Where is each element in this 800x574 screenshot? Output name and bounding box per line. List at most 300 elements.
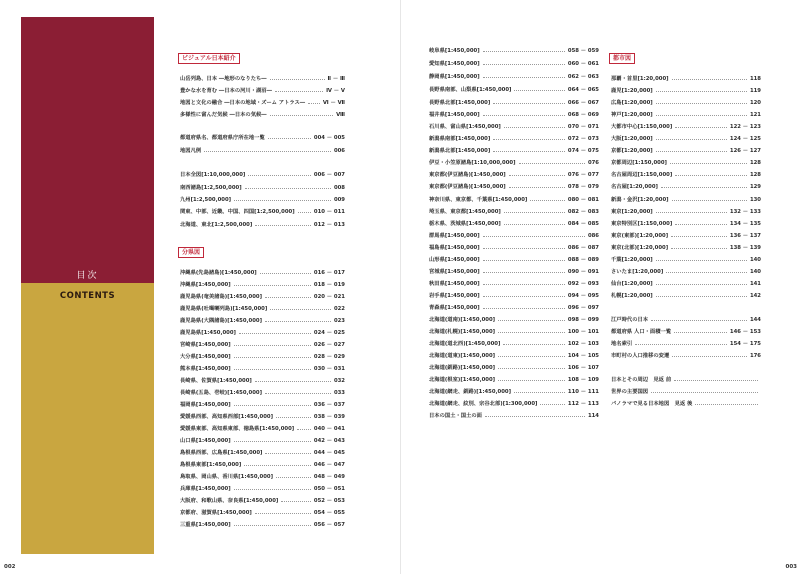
toc-entry-leader	[651, 392, 758, 393]
toc-entry-leader	[498, 380, 565, 381]
toc-entry-leader	[276, 417, 311, 418]
toc-entry-leader	[672, 200, 747, 201]
right-page	[400, 0, 800, 574]
toc-entry-page: 134 － 135	[729, 221, 761, 227]
toc-entry-page: 129	[749, 184, 761, 190]
toc-entry	[429, 280, 599, 288]
toc-entry-leader	[265, 453, 310, 454]
toc-entry-leader	[493, 103, 565, 104]
toc-entry-page: 076 － 077	[567, 172, 599, 178]
toc-entry-title: 長野県北部[1:450,000]	[429, 100, 491, 106]
toc-entry-leader	[656, 284, 747, 285]
toc-entry-page: 030 － 031	[313, 366, 345, 372]
toc-entry-title: 北海道(札幌)[1:450,000]	[429, 329, 496, 335]
toc-entry-page: 076	[587, 160, 599, 166]
toc-entry	[611, 111, 761, 119]
toc-entry-title: 北海道(道北西)[1:450,000]	[429, 341, 501, 347]
toc-entry-title: 北海道(道東)[1:450,000]	[429, 353, 496, 359]
toc-entry-title: パノラマで見る日本地図 見返 後	[611, 401, 693, 407]
toc-entry-title: 神奈川県、東京都、千葉県[1:450,000]	[429, 197, 528, 203]
toc-entry	[429, 244, 599, 252]
toc-entry-leader	[483, 248, 565, 249]
toc-entry	[611, 99, 761, 107]
toc-entry-page: 096 － 097	[567, 305, 599, 311]
toc-entry-title: 東京都(伊豆諸島)[1:450,000]	[429, 172, 506, 178]
toc-entry-title: 大都市中心[1:150,000]	[611, 124, 673, 130]
toc-entry-title: 栃木県、茨城県[1:450,000]	[429, 221, 501, 227]
toc-entry-leader	[695, 404, 758, 405]
toc-entry-leader	[483, 296, 565, 297]
toc-entry-page: 020 － 021	[313, 294, 345, 300]
toc-entry-leader	[268, 138, 311, 139]
toc-entry-title: 大阪[1:20,000]	[611, 136, 653, 142]
toc-entry-page: 048 － 049	[313, 474, 345, 480]
toc-entry-leader	[656, 212, 727, 213]
toc-entry-leader	[234, 200, 331, 201]
toc-entry	[611, 352, 761, 360]
toc-entry-leader	[276, 477, 311, 478]
toc-entry	[611, 75, 761, 83]
toc-entry-page: 098 － 099	[567, 317, 599, 323]
toc-entry-leader	[483, 64, 565, 65]
toc-entry-leader	[234, 489, 311, 490]
toc-entry-leader	[674, 332, 727, 333]
toc-entry-leader	[514, 392, 565, 393]
toc-entry	[429, 388, 599, 396]
toc-entry-title: さいたま[1:20,000]	[611, 269, 664, 275]
toc-entry-leader	[656, 139, 727, 140]
toc-entry-leader	[234, 525, 311, 526]
toc-entry-title: 福島県[1:450,000]	[429, 245, 480, 251]
toc-entry-title: 三重県[1:450,000]	[180, 522, 231, 528]
toc-entry	[429, 292, 599, 300]
toc-entry-page: 142	[749, 293, 761, 299]
toc-entry-title: 東京都(伊豆諸島)[1:450,000]	[429, 184, 506, 190]
toc-entry-title: 大分県[1:450,000]	[180, 354, 231, 360]
toc-entry	[180, 353, 345, 361]
toc-entry-leader	[255, 225, 311, 226]
toc-entry-page: 146 － 153	[729, 329, 761, 335]
toc-entry	[429, 340, 599, 348]
toc-entry	[180, 341, 345, 349]
toc-entry	[611, 183, 761, 191]
toc-entry-page: 008	[333, 185, 345, 191]
toc-entry-title: 神戸[1:20,000]	[611, 112, 653, 118]
toc-entry	[180, 497, 345, 505]
toc-entry	[429, 220, 599, 228]
toc-entry-title: 鹿児島県(奄美諸島)[1:450,000]	[180, 294, 262, 300]
toc-entry	[180, 184, 345, 192]
toc-entry-title: 群馬県[1:450,000]	[429, 233, 480, 239]
toc-entry-title: 東京(東部)[1:20,000]	[611, 233, 669, 239]
toc-entry-title: 南西諸島[1:2,500,000]	[180, 185, 242, 191]
toc-entry-page: 046 － 047	[313, 462, 345, 468]
toc-entry-page: 064 － 065	[567, 87, 599, 93]
toc-entry-page: 004 － 005	[313, 135, 345, 141]
toc-entry	[611, 256, 761, 264]
toc-entry-page: 100 － 101	[567, 329, 599, 335]
section-head-visual: ビジュアル日本紹介	[178, 53, 240, 64]
toc-entry-page: 018 － 019	[313, 282, 345, 288]
toc-entry-page: 124 － 125	[729, 136, 761, 142]
toc-entry-title: 東京(北部)[1:20,000]	[611, 245, 669, 251]
toc-entry-leader	[504, 127, 565, 128]
toc-entry	[429, 60, 599, 68]
toc-entry	[429, 123, 599, 131]
toc-entry-page: 154 － 175	[729, 341, 761, 347]
toc-entry	[180, 147, 345, 155]
toc-entry-page: 033	[333, 390, 345, 396]
toc-entry-page: 118	[749, 76, 761, 82]
toc-entry	[611, 208, 761, 216]
toc-entry	[429, 47, 599, 55]
toc-entry-page: 128	[749, 172, 761, 178]
toc-entry	[611, 400, 761, 408]
toc-entry	[180, 87, 345, 95]
toc-entry-title: 伊豆・小笠原諸島[1:10,000,000]	[429, 160, 516, 166]
toc-entry-page: 108 － 109	[567, 377, 599, 383]
toc-entry	[429, 328, 599, 336]
toc-entry	[180, 413, 345, 421]
toc-entry	[611, 123, 761, 131]
toc-entry	[180, 208, 345, 216]
toc-entry-page: 036 － 037	[313, 402, 345, 408]
toc-entry-leader	[270, 79, 325, 80]
toc-entry-title: 地図と文化の融合 ―日本の地域・ズーム アトラス―	[180, 100, 306, 106]
toc-entry-leader	[239, 333, 311, 334]
toc-entry-leader	[308, 103, 320, 104]
toc-entry	[180, 401, 345, 409]
toc-entry-leader	[656, 91, 747, 92]
toc-entry	[429, 304, 599, 312]
toc-entry-title: 都道府県 人口・面積一覧	[611, 329, 672, 335]
toc-entry-page: Ⅷ	[336, 112, 345, 118]
toc-entry-page: 176	[749, 353, 761, 359]
toc-entry-title: 島根県西部、広島県[1:450,000]	[180, 450, 263, 456]
toc-entry-title: 地名索引	[611, 341, 633, 347]
toc-entry-leader	[483, 260, 565, 261]
toc-entry-leader	[666, 272, 747, 273]
toc-entry-title: 地図凡例	[180, 148, 202, 154]
toc-entry	[180, 75, 345, 83]
toc-entry-page: 092 － 093	[567, 281, 599, 287]
toc-entry-page: 023	[333, 318, 345, 324]
toc-entry-leader	[675, 127, 727, 128]
toc-entry	[180, 329, 345, 337]
toc-entry-page: 106 － 107	[567, 365, 599, 371]
toc-entry-leader	[281, 501, 311, 502]
toc-entry-title: 広島[1:20,000]	[611, 100, 653, 106]
toc-entry	[429, 400, 599, 408]
toc-entry-leader	[519, 163, 585, 164]
toc-entry-page: 144	[749, 317, 761, 323]
toc-entry-leader	[493, 139, 565, 140]
toc-entry-leader	[245, 188, 331, 189]
toc-entry	[180, 509, 345, 517]
toc-entry-leader	[661, 187, 747, 188]
toc-entry	[611, 268, 761, 276]
toc-entry-leader	[672, 356, 747, 357]
toc-entry-page: 058 － 059	[567, 48, 599, 54]
toc-entry-title: 島根県東部[1:450,000]	[180, 462, 242, 468]
toc-entry-page: 009	[333, 197, 345, 203]
toc-entry-leader	[672, 79, 747, 80]
toc-entry-title: 江戸時代の日本	[611, 317, 649, 323]
toc-entry-title: 札幌[1:20,000]	[611, 293, 653, 299]
toc-entry-title: 新潟県南部[1:450,000]	[429, 136, 491, 142]
toc-entry-leader	[270, 309, 331, 310]
toc-entry-title: 沖縄県[1:450,000]	[180, 282, 231, 288]
toc-entry	[611, 340, 761, 348]
toc-entry-page: 066 － 067	[567, 100, 599, 106]
toc-entry	[429, 196, 599, 204]
toc-entry-leader	[635, 344, 727, 345]
toc-entry-leader	[509, 187, 565, 188]
toc-entry-page: 086 － 087	[567, 245, 599, 251]
toc-entry	[180, 425, 345, 433]
toc-entry-leader	[670, 163, 747, 164]
toc-entry-page: 112 － 113	[567, 401, 599, 407]
toc-entry-title: 新潟・金沢[1:20,000]	[611, 197, 669, 203]
toc-entry-leader	[483, 284, 565, 285]
toc-entry-title: 日本とその周辺 見返 前	[611, 377, 672, 383]
toc-entry-page: 119	[749, 88, 761, 94]
toc-entry-title: 鹿児[1:20,000]	[611, 88, 653, 94]
toc-entry	[180, 449, 345, 457]
toc-entry	[180, 99, 345, 107]
toc-entry-leader	[255, 381, 331, 382]
toc-entry-title: 名古屋[1:20,000]	[611, 184, 658, 190]
toc-entry-leader	[671, 248, 727, 249]
toc-entry-page: 102 － 103	[567, 341, 599, 347]
toc-entry-leader	[503, 344, 564, 345]
title-band-gold	[21, 283, 154, 554]
toc-entry	[180, 461, 345, 469]
toc-entry	[180, 281, 345, 289]
toc-entry-page: 110 － 111	[567, 389, 599, 395]
toc-entry-page: 056 － 057	[313, 522, 345, 528]
toc-entry-page: 070 － 071	[567, 124, 599, 130]
toc-entry-title: 青森県[1:450,000]	[429, 305, 480, 311]
toc-entry	[429, 364, 599, 372]
toc-entry-leader	[498, 332, 565, 333]
toc-entry	[429, 208, 599, 216]
toc-entry-page: 090 － 091	[567, 269, 599, 275]
toc-entry-title: 九州[1:2,500,000]	[180, 197, 232, 203]
toc-entry-leader	[493, 151, 565, 152]
toc-entry-title: 長崎県、佐賀県[1:450,000]	[180, 378, 252, 384]
toc-entry-title: 沖縄県(先島諸島)[1:450,000]	[180, 270, 257, 276]
toc-entry-title: 北海道(根室)[1:450,000]	[429, 377, 496, 383]
toc-entry-page: Ⅱ － Ⅲ	[327, 76, 345, 82]
toc-entry-page: 074 － 075	[567, 148, 599, 154]
toc-entry-page: 140	[749, 257, 761, 263]
toc-entry-leader	[656, 151, 727, 152]
toc-entry-title: 北海道(網走、釧路)[1:450,000]	[429, 389, 511, 395]
toc-entry	[429, 256, 599, 264]
toc-entry	[429, 99, 599, 107]
toc-entry-title: 京都府、滋賀県[1:450,000]	[180, 510, 252, 516]
toc-entry-title: 山岳列島、日本 ―地形のなりたち―	[180, 76, 267, 82]
toc-entry	[429, 171, 599, 179]
toc-entry	[611, 196, 761, 204]
toc-entry	[429, 147, 599, 155]
toc-entry-page: 054 － 055	[313, 510, 345, 516]
toc-entry-title: 北海道(釧路)[1:450,000]	[429, 365, 496, 371]
toc-entry-leader	[234, 357, 311, 358]
toc-entry	[180, 293, 345, 301]
toc-entry-page: 126 － 127	[729, 148, 761, 154]
toc-entry	[180, 196, 345, 204]
toc-entry-page: 028 － 029	[313, 354, 345, 360]
toc-entry-page: 080 － 081	[567, 197, 599, 203]
toc-entry-leader	[483, 308, 565, 309]
toc-entry-title: 石川県、富山県[1:450,000]	[429, 124, 501, 130]
toc-entry-page: 042 － 043	[313, 438, 345, 444]
toc-entry	[180, 377, 345, 385]
toc-entry-leader	[248, 175, 311, 176]
toc-entry-title: 愛媛県西部、高知県西部[1:450,000]	[180, 414, 274, 420]
toc-entry-leader	[656, 260, 747, 261]
toc-entry-leader	[234, 441, 311, 442]
toc-entry-leader	[265, 393, 331, 394]
toc-entry-title: 宮城県[1:450,000]	[429, 269, 480, 275]
toc-entry	[429, 183, 599, 191]
toc-entry-title: 宮崎県[1:450,000]	[180, 342, 231, 348]
toc-entry-leader	[483, 115, 565, 116]
toc-entry-page: 060 － 061	[567, 61, 599, 67]
toc-entry-leader	[483, 272, 565, 273]
contents-title-en: CONTENTS	[59, 291, 116, 301]
toc-entry-page: 052 － 053	[313, 498, 345, 504]
toc-entry-leader	[674, 380, 758, 381]
toc-entry-page: 141	[749, 281, 761, 287]
toc-entry-page: 086	[587, 233, 599, 239]
toc-entry-leader	[504, 224, 565, 225]
toc-entry-page: 094 － 095	[567, 293, 599, 299]
toc-entry-page: 010 － 011	[313, 209, 345, 215]
toc-entry-leader	[234, 405, 311, 406]
toc-entry-title: 福井県[1:450,000]	[429, 112, 480, 118]
toc-entry-leader	[483, 236, 585, 237]
toc-entry-leader	[483, 51, 565, 52]
toc-entry	[611, 147, 761, 155]
toc-entry-leader	[675, 175, 747, 176]
toc-entry	[429, 159, 599, 167]
toc-entry-title: 埼玉県、東京都[1:450,000]	[429, 209, 501, 215]
toc-entry-leader	[234, 285, 311, 286]
toc-entry-leader	[504, 212, 565, 213]
toc-entry-title: 熊本県[1:450,000]	[180, 366, 231, 372]
toc-entry-title: 静岡県[1:450,000]	[429, 74, 480, 80]
toc-entry-page: 006 － 007	[313, 172, 345, 178]
toc-entry	[429, 232, 599, 240]
toc-entry-leader	[656, 103, 747, 104]
toc-entry-page: 012 － 013	[313, 222, 345, 228]
toc-entry-page: 104 － 105	[567, 353, 599, 359]
toc-entry-title: 北海道(網走、紋別、宗谷北部)[1:300,000]	[429, 401, 538, 407]
toc-entry	[611, 171, 761, 179]
toc-entry-title: 岩手県[1:450,000]	[429, 293, 480, 299]
toc-entry-title: 日本全図[1:10,000,000]	[180, 172, 246, 178]
toc-entry	[429, 86, 599, 94]
toc-entry-leader	[675, 224, 727, 225]
toc-entry	[611, 220, 761, 228]
toc-entry-title: 山口県[1:450,000]	[180, 438, 231, 444]
toc-entry-title: 新潟県北部[1:450,000]	[429, 148, 491, 154]
page-number-left: 002	[4, 564, 16, 570]
toc-entry-leader	[265, 297, 311, 298]
toc-entry-title: 鹿児島県(吐噶喇列島)[1:450,000]	[180, 306, 268, 312]
toc-entry	[611, 280, 761, 288]
toc-entry-page: 032	[333, 378, 345, 384]
toc-entry-page: 121	[749, 112, 761, 118]
toc-entry	[429, 73, 599, 81]
toc-entry	[180, 221, 345, 229]
toc-entry-leader	[244, 465, 311, 466]
toc-entry	[429, 135, 599, 143]
toc-entry-title: 千葉[1:20,000]	[611, 257, 653, 263]
toc-entry-leader	[485, 416, 585, 417]
toc-entry-title: 豊かな水を育む ―日本の河川・湖沼―	[180, 88, 272, 94]
toc-entry	[429, 316, 599, 324]
toc-entry	[429, 376, 599, 384]
toc-entry-title: 鳥取県、岡山県、香川県[1:450,000]	[180, 474, 274, 480]
toc-entry-page: 050 － 051	[313, 486, 345, 492]
toc-entry-title: 世界の主要国図	[611, 389, 649, 395]
toc-entry	[429, 412, 599, 420]
toc-entry-leader	[509, 175, 565, 176]
toc-entry-page: Ⅳ － Ⅴ	[326, 88, 345, 94]
toc-entry	[611, 328, 761, 336]
toc-entry-title: 山形県[1:450,000]	[429, 257, 480, 263]
toc-entry-page: Ⅵ － Ⅶ	[322, 100, 345, 106]
toc-entry-title: 関東、中部、近畿、中国、四国[1:2,500,000]	[180, 209, 295, 215]
toc-entry-page: 026 － 027	[313, 342, 345, 348]
toc-entry	[611, 135, 761, 143]
toc-entry-page: 024 － 025	[313, 330, 345, 336]
toc-entry-page: 040 － 041	[313, 426, 345, 432]
toc-entry-title: 愛媛県東部、高知県東部、徳島県[1:450,000]	[180, 426, 295, 432]
toc-entry	[611, 244, 761, 252]
section-head-city: 都市図	[609, 53, 635, 64]
toc-entry-title: 那覇・首里[1:20,000]	[611, 76, 669, 82]
toc-entry-title: 京都[1:20,000]	[611, 148, 653, 154]
toc-entry	[611, 292, 761, 300]
toc-entry-page: 138 － 139	[729, 245, 761, 251]
toc-entry	[180, 134, 345, 142]
toc-entry-page: 136 － 137	[729, 233, 761, 239]
toc-entry-title: 日本の国土・国土の面	[429, 413, 482, 419]
toc-entry	[611, 159, 761, 167]
toc-entry-page: 088 － 089	[567, 257, 599, 263]
toc-entry	[611, 316, 761, 324]
toc-entry-leader	[656, 115, 747, 116]
toc-entry-leader	[498, 320, 565, 321]
toc-entry-page: 140	[749, 269, 761, 275]
toc-entry	[180, 111, 345, 119]
toc-entry-page: 082 － 083	[567, 209, 599, 215]
toc-entry-leader	[270, 115, 334, 116]
toc-entry-title: 北海道(道南)[1:450,000]	[429, 317, 496, 323]
toc-entry-leader	[498, 368, 565, 369]
toc-entry-title: 名古屋周辺[1:150,000]	[611, 172, 673, 178]
toc-entry	[180, 473, 345, 481]
toc-entry-page: 084 － 085	[567, 221, 599, 227]
toc-entry	[611, 232, 761, 240]
toc-entry-leader	[260, 273, 311, 274]
toc-entry-title: 鹿児島県(大隅諸島)[1:450,000]	[180, 318, 262, 324]
